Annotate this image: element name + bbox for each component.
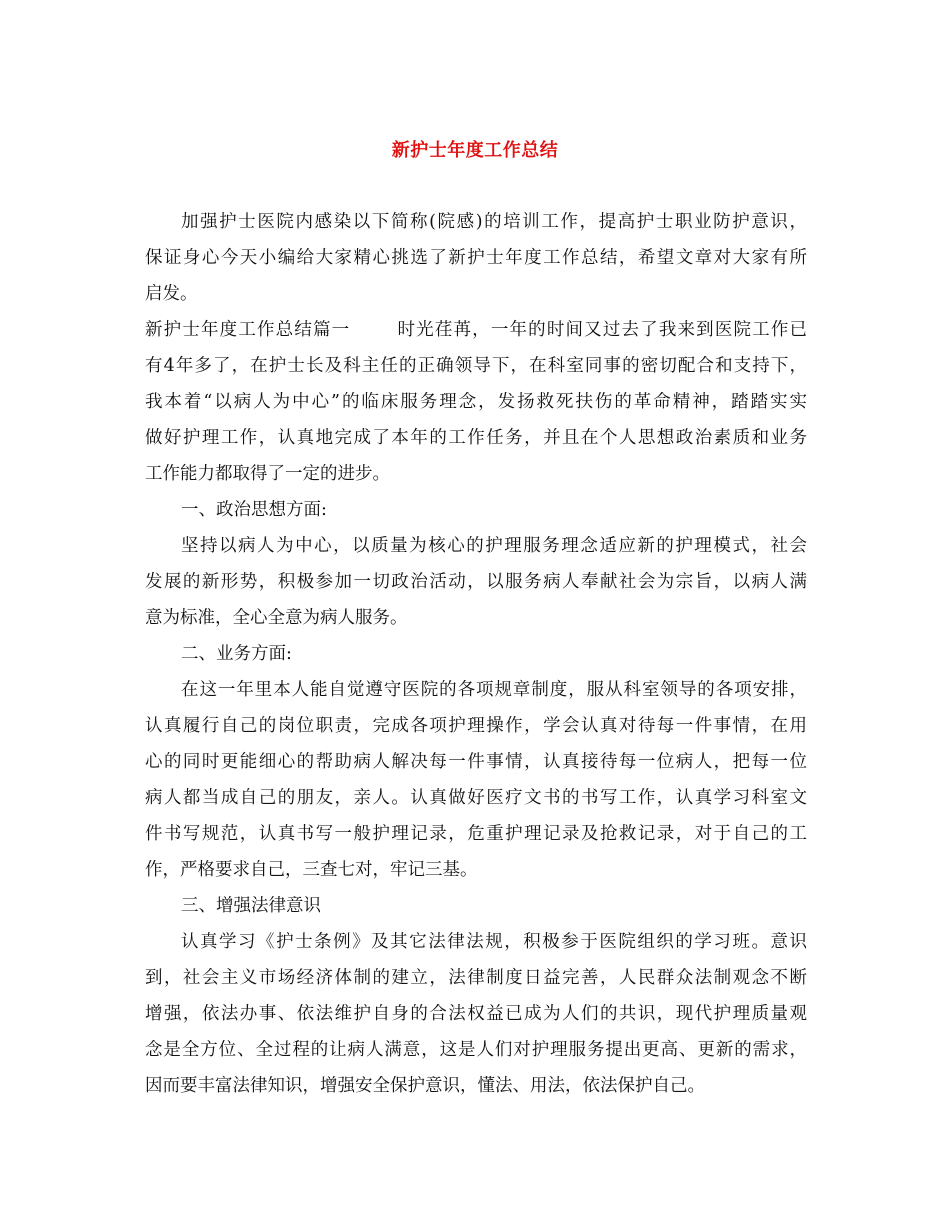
section-professional	[145, 636, 807, 888]
section-heading: 二、业务方面:	[181, 644, 292, 664]
text-line: 因而要丰富法律知识，增强安全保护意识，懂法、用法，依法保护自己。	[145, 1076, 705, 1096]
piece-line-rest: 时光荏苒，一年的时间又过去了我来到医院工作已	[396, 320, 808, 340]
text-line: 做好护理工作，认真地完成了本年的工作任务，并且在个人思想政治素质和业务	[145, 428, 807, 448]
section-legal	[145, 888, 807, 1104]
text-line: 意为标准，全心全意为病人服务。	[145, 608, 408, 628]
section-heading: 三、增强法律意识	[181, 896, 321, 916]
text-line: 坚持以病人为中心，以质量为核心的护理服务理念适应新的护理模式，社会	[181, 536, 807, 556]
text-line: 有4年多了，在护士长及科主任的正确领导下，在科室同事的密切配合和支持下，	[145, 356, 807, 376]
text-line: 发展的新形势，积极参加一切政治活动，以服务病人奉献社会为宗旨，以病人满	[145, 572, 807, 592]
text-line: 我本着“以病人为中心”的临床服务理念，发扬救死扶伤的革命精神，踏踏实实	[145, 392, 807, 412]
intro-paragraph	[145, 204, 807, 312]
document-title: 新护士年度工作总结	[391, 140, 559, 161]
text-line: 工作能力都取得了一定的进步。	[145, 464, 390, 484]
text-line: 件书写规范，认真书写一般护理记录，危重护理记录及抢救记录，对于自己的工	[145, 824, 807, 844]
piece-one-paragraph	[145, 312, 807, 492]
text-line	[145, 312, 807, 348]
text-line: 启发。	[145, 284, 198, 304]
text-line: 到，社会主义市场经济体制的建立，法律制度日益完善，人民群众法制观念不断	[145, 968, 807, 988]
text-line: 在这一年里本人能自觉遵守医院的各项规章制度，服从科室领导的各项安排，	[181, 680, 807, 700]
section-heading: 一、政治思想方面:	[181, 500, 327, 520]
text-line: 认真履行自己的岗位职责，完成各项护理操作，学会认真对待每一件事情，在用	[145, 716, 807, 736]
text-line: 心的同时更能细心的帮助病人解决每一件事情，认真接待每一位病人，把每一位	[145, 752, 807, 772]
section-political	[145, 492, 807, 636]
text-line: 认真学习《护士条例》及其它法律法规，积极参于医院组织的学习班。意识	[181, 932, 807, 952]
text-line: 保证身心今天小编给大家精心挑选了新护士年度工作总结，希望文章对大家有所	[145, 248, 807, 268]
text-line: 增强，依法办事、依法维护自身的合法权益已成为人们的共识，现代护理质量观	[145, 1004, 807, 1024]
document-body	[145, 204, 807, 1104]
text-line: 加强护士医院内感染以下简称(院感)的培训工作，提高护士职业防护意识，	[181, 212, 807, 232]
text-line: 念是全方位、全过程的让病人满意，这是人们对护理服务提出更高、更新的需求，	[145, 1040, 807, 1060]
piece-label: 新护士年度工作总结篇一	[145, 320, 351, 340]
text-line: 病人都当成自己的朋友，亲人。认真做好医疗文书的书写工作，认真学习科室文	[145, 788, 807, 808]
text-line: 作，严格要求自己，三查七对，牢记三基。	[145, 860, 478, 880]
